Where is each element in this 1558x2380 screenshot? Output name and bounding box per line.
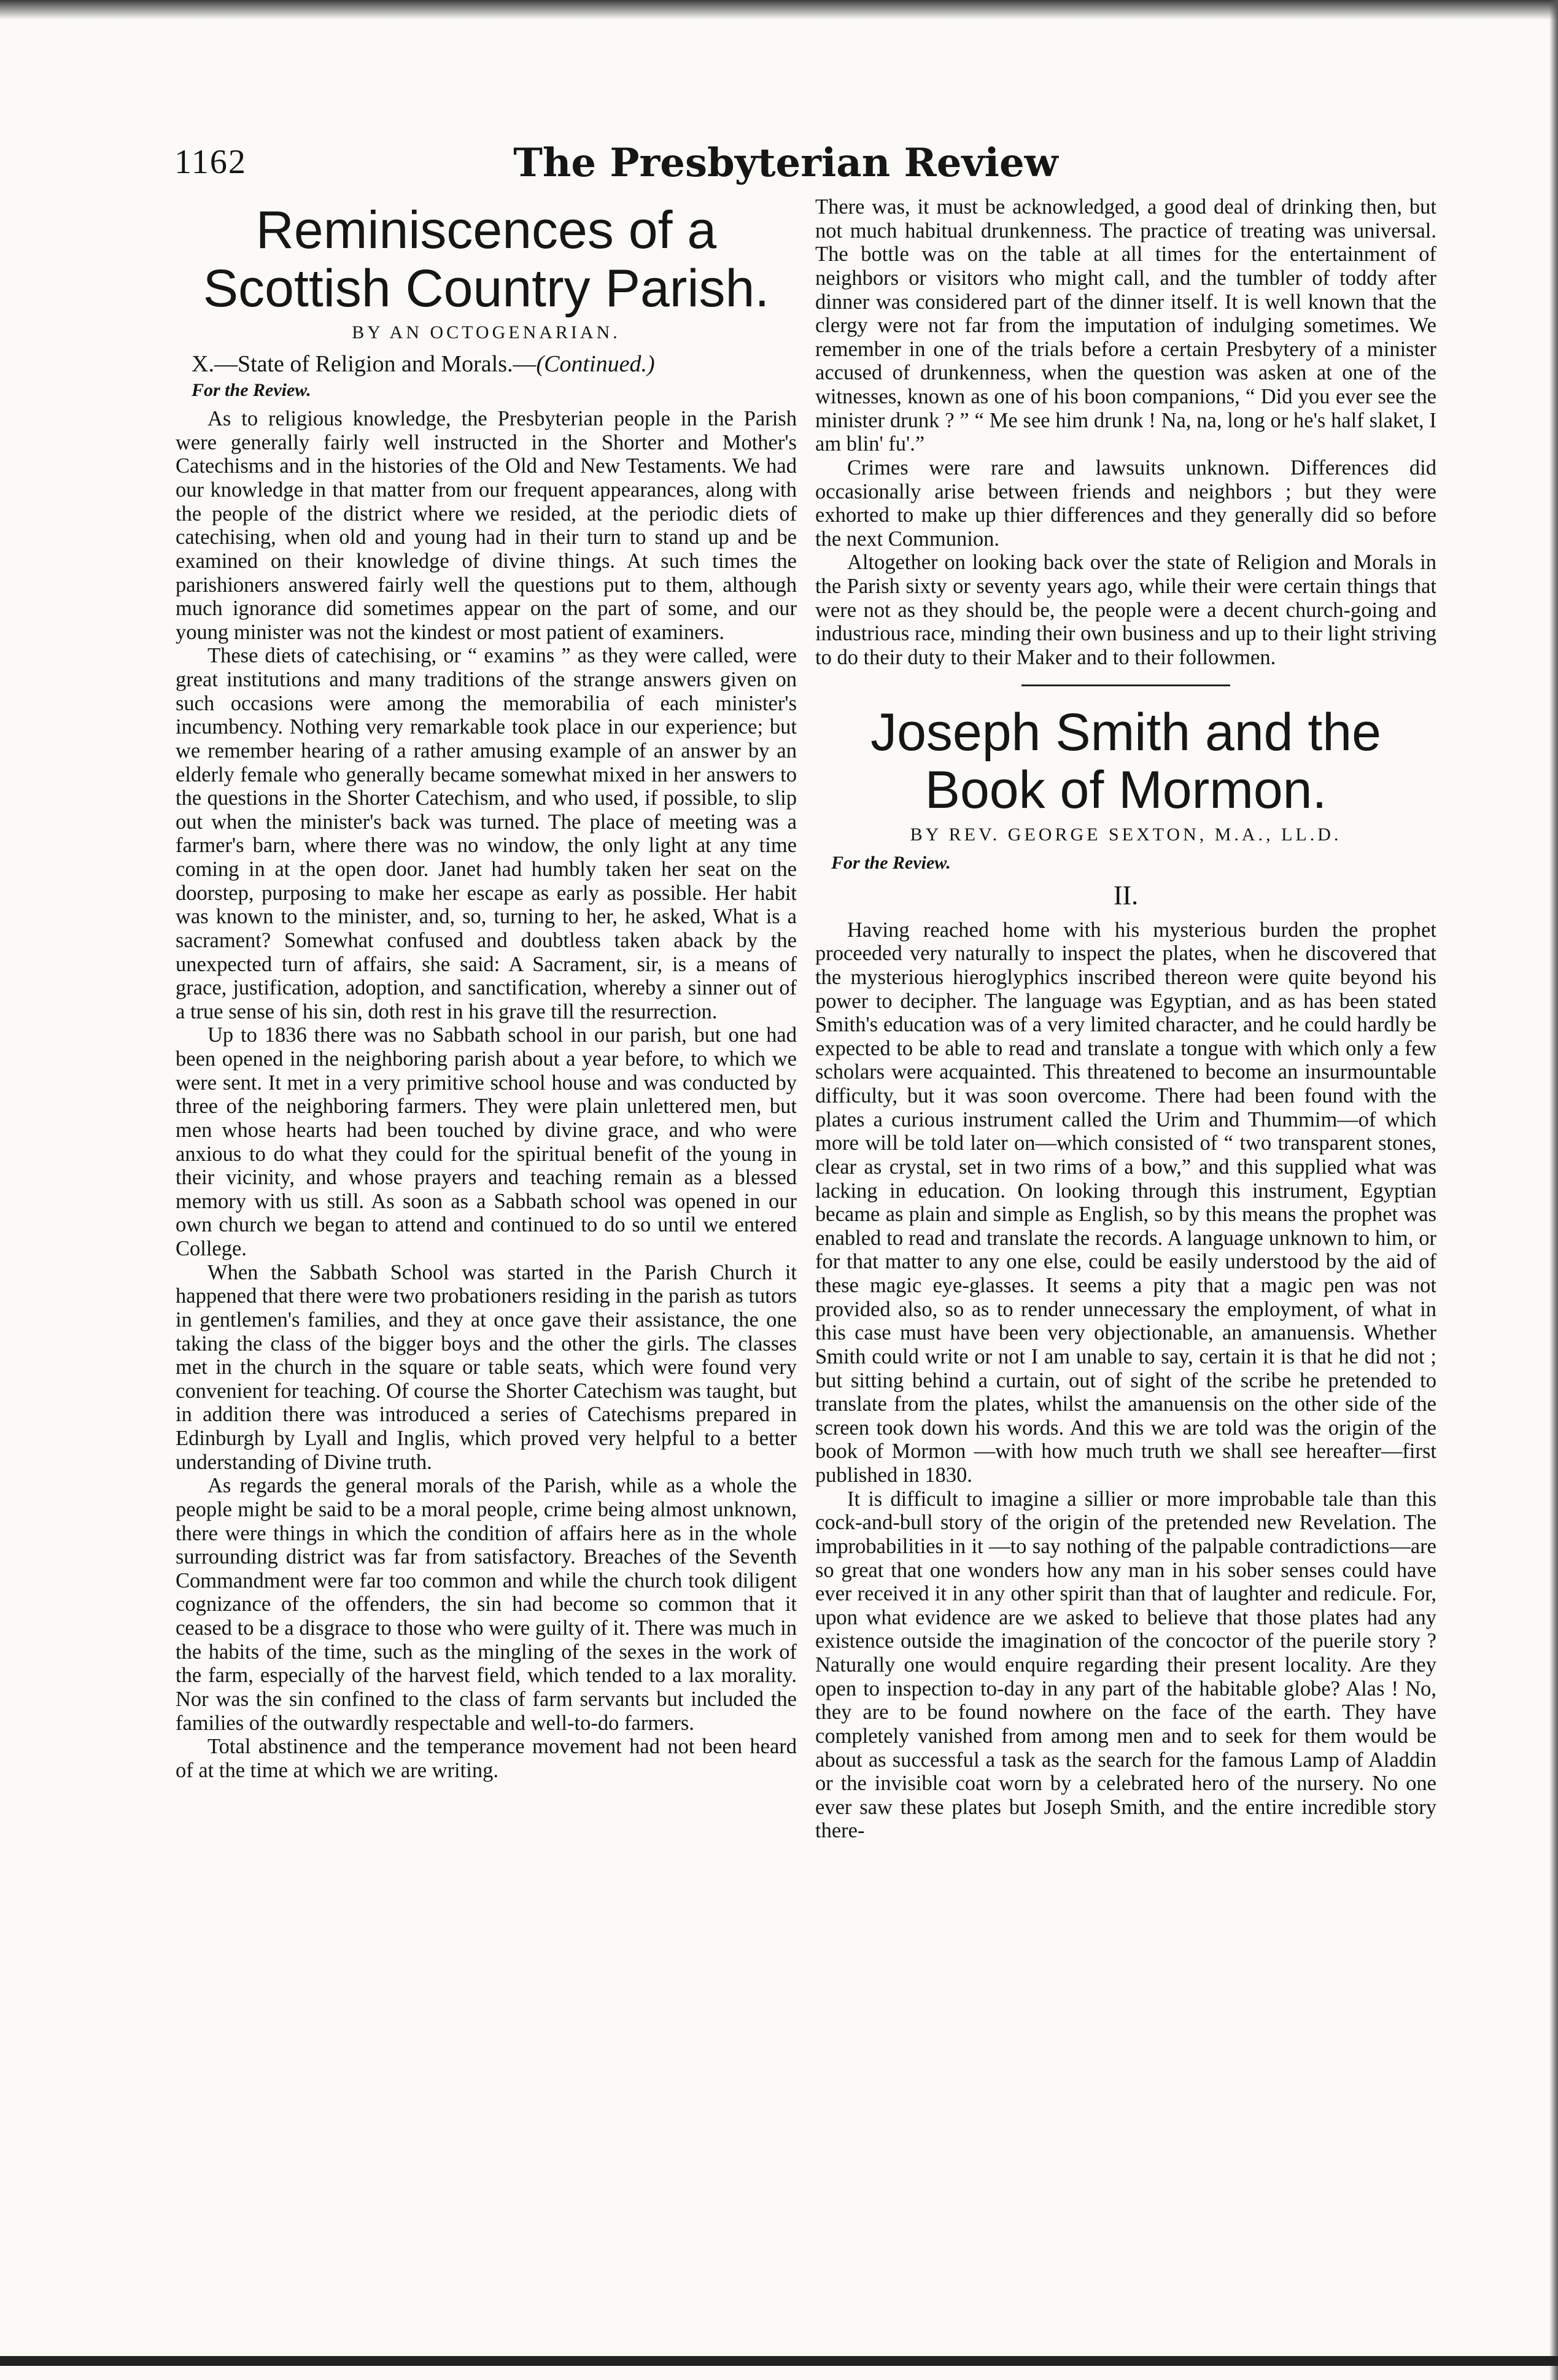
paragraph: When the Sabbath School was started in the Parish Church it happened that there were two probationers residing in the parish as tutors in gentlemen's families, and they at once gave their assistance, the one taking the class of the bigger boys and the other the girls. The classes met in the church in the square or table seats, which were found very convenient for teaching. Of course the Shorter Catechism was taught, but in addition there was introduced a series of Catechisms prepared in Edinburgh by Lyall and Inglis, which proved very helpful to a better understanding of Divine truth. [176,1260,797,1474]
section-heading [192,351,797,378]
section-heading-text: X.—State of Religion and Morals.— [192,351,537,378]
right-column [815,195,1436,2344]
source-note-article2: For the Review. [831,852,951,873]
paragraph: Total abstinence and the temperance movement had not been heard of at the time at which we are writing. [176,1735,797,1782]
byline-george-sexton: BY REV. GEORGE SEXTON, M.A., LL.D. [910,824,1342,845]
scan-bottom-rule [0,2356,1558,2366]
paragraph: As to religious knowledge, the Presbyterian people in the Parish were generally fairly well instructed in the Shorter and Mother's Catechisms and in the histories of the Old and New Testaments. We had our knowledge in that matter from our frequent appearances, along with the people of the district where we resided, at the periodic diets of catechising, when old and young had in their turn to stand up and be examined on their knowledge of divine things. At such times the parishioners answered fairly well the questions put to them, although much ignorance did sometimes appear on the part of some, and our young minister was not the kindest or most patient of examiners. [176,407,797,644]
article-title-joseph-smith: Joseph Smith and the Book of Mormon. [870,702,1381,820]
paragraph: These diets of catechising, or “ examins ” as they were called, were great institutions and many traditions of the strange answers given on such occasions were among the memorabilia of each minister's incumbency. Nothing very remarkable took place in our experience; but we remember hearing of a rather amusing example of an answer by an elderly female who generally became somewhat mixed in her answers to the questions in the Shorter Catechism, and who used, if possible, to slip out when the minister's back was turned. The place of meeting was a farmer's barn, where there was no window, the only light at any time coming in at the open door. Janet had humbly taken her seat on the doorstep, purposing to make her escape as early as possible. Her habit was known to the minister, and, so, turning to her, he asked, What is a sacrament? Somewhat confused and doubtless taken aback by the unexpected turn of affairs, she said: A Sacrament, sir, is a means of grace, justification, adoption, and sanctification, whereby a sinner out of a true sense of his sin, doth rest in his grave till the resurrection. [176,644,797,1023]
scan-top-edge [0,0,1558,20]
paragraph: Up to 1836 there was no Sabbath school in our parish, but one had been opened in the neighboring parish about a year before, to which we were sent. It met in a very primitive school house and was conducted by three of the neighboring farmers. They were plain unlettered men, but men whose hearts had been touched by divine grace, and who were anxious to do what they could for the spiritual benefit of the young in their vicinity, and whose prayers and teaching remain as a blessed memory with us still. As soon as a Sabbath school was opened in our own church we began to attend and continued to do so until we entered College. [176,1023,797,1261]
article-title-reminiscences: Reminiscences of a Scottish Country Parish. [203,201,770,318]
paragraph: There was, it must be acknowledged, a good deal of drinking then, but not much habitual drunkenness. The practice of treating was universal. The bottle was on the table at all times for the entertainment of neighbors or visitors who might call, and the tumbler of toddy after dinner was considered part of the dinner itself. It is well known that the clergy were not far from the imputation of indulging sometimes. We remember in one of the trials before a certain Presbytery of a minister accused of drunkenness, when the question was asken at one of the witnesses, known as one of his boon companions, “ Did you ever see the minister drunk ? ” “ Me see him drunk ! Na, na, long or he's half slaket, I am blin' fu'.” [815,195,1436,456]
source-note-article1: For the Review. [192,380,311,401]
scan-right-edge [1549,0,1558,2380]
page-number: 1162 [174,143,247,181]
part-number: II. [1113,880,1139,910]
article-divider [1021,684,1230,686]
section-continued: (Continued.) [536,351,655,378]
paragraph: Altogether on looking back over the state of Religion and Morals in the Parish sixty or seventy years ago, while their were certain things that were not as they should be, the people were a decent church-going and industrious race, minding their own business and up to their light striving to do their duty to their Maker and to their followmen. [815,551,1436,669]
paragraph: It is difficult to imagine a sillier or more improbable tale than this cock-and-bull story of the origin of the pretended new Revelation. The improbabilities in it —to say nothing of the palpable contradictions—are so great that one wonders how any man in his sober senses could have ever received it in any other spirit than that of laughter and redicule. For, upon what evidence are we asked to believe that those plates had any existence outside the imagination of the concoctor of the puerile story ? Naturally one would enquire regarding their present locality. Are they open to inspection to-day in any part of the habitable globe? Alas ! No, they are to be found nowhere on the face of the earth. They have completely vanished from among men and to seek for them would be about as successful a task as the search for the famous Lamp of Aladdin or the invisible coat worn by a celebrated hero of the nursery. No one ever saw these plates but Joseph Smith, and the entire incredible story there- [815,1487,1436,1843]
paragraph: Having reached home with his mysterious burden the prophet proceeded very naturally to inspect the plates, when he discovered that the mysterious hieroglyphics inscribed thereon were quite beyond his power to decipher. The language was Egyptian, and as has been stated Smith's education was of a very limited character, and he could hardly be expected to be able to read and translate a tongue with which only a few scholars were acquainted. This threatened to become an insurmountable difficulty, but it was soon overcome. There had been found with the plates a curious instrument called the Urim and Thummim—of which more will be told later on—which consisted of “ two transparent stones, clear as crystal, set in two rims of a bow,” and this supplied what was lacking in education. On looking through this instrument, Egyptian became as plain and simple as English, so by this means the prophet was enabled to read and translate the records. A language unknown to him, or for that matter to any one else, could be easily understood by the aid of these magic eye-glasses. It seems a pity that a magic pen was not provided also, so as to render unnecessary the employment, of what in this case must have been very objectionable, an amanuensis. Whether Smith could write or not I am unable to say, certain it is that he did not ; but sitting behind a curtain, out of sight of the scribe he pretended to translate from the plates, whilst the amanuensis on the other side of the screen took down his words. And this we are told was the origin of the book of Mormon —with how much truth we shall see hereafter—first published in 1830. [815,918,1436,1487]
byline-octogenarian: BY AN OCTOGENARIAN. [352,322,621,343]
paragraph: Crimes were rare and lawsuits unknown. Differences did occasionally arise between friends and neighbors ; but they were exhorted to make up thier differences and they generally did so before the next Communion. [815,455,1436,551]
paragraph: As regards the general morals of the Parish, while as a whole the people might be said to be a moral people, crime being almost unknown, there were things in which the condition of affairs here as in the whole surrounding district was far from satisfactory. Breaches of the Seventh Commandment were far too common and while the church took diligent cognizance of the offenders, the sin had become so common that it ceased to be a disgrace to those who were guilty of it. There was much in the habits of the time, such as the mingling of the sexes in the work of the farm, especially of the harvest field, which tended to a lax morality. Nor was the sin confined to the class of farm servants but included the families of the outwardly respectable and well-to-do farmers. [176,1474,797,1735]
running-title: The Presbyterian Review [513,140,1058,186]
page-header [153,140,1418,189]
left-column [176,195,797,2344]
